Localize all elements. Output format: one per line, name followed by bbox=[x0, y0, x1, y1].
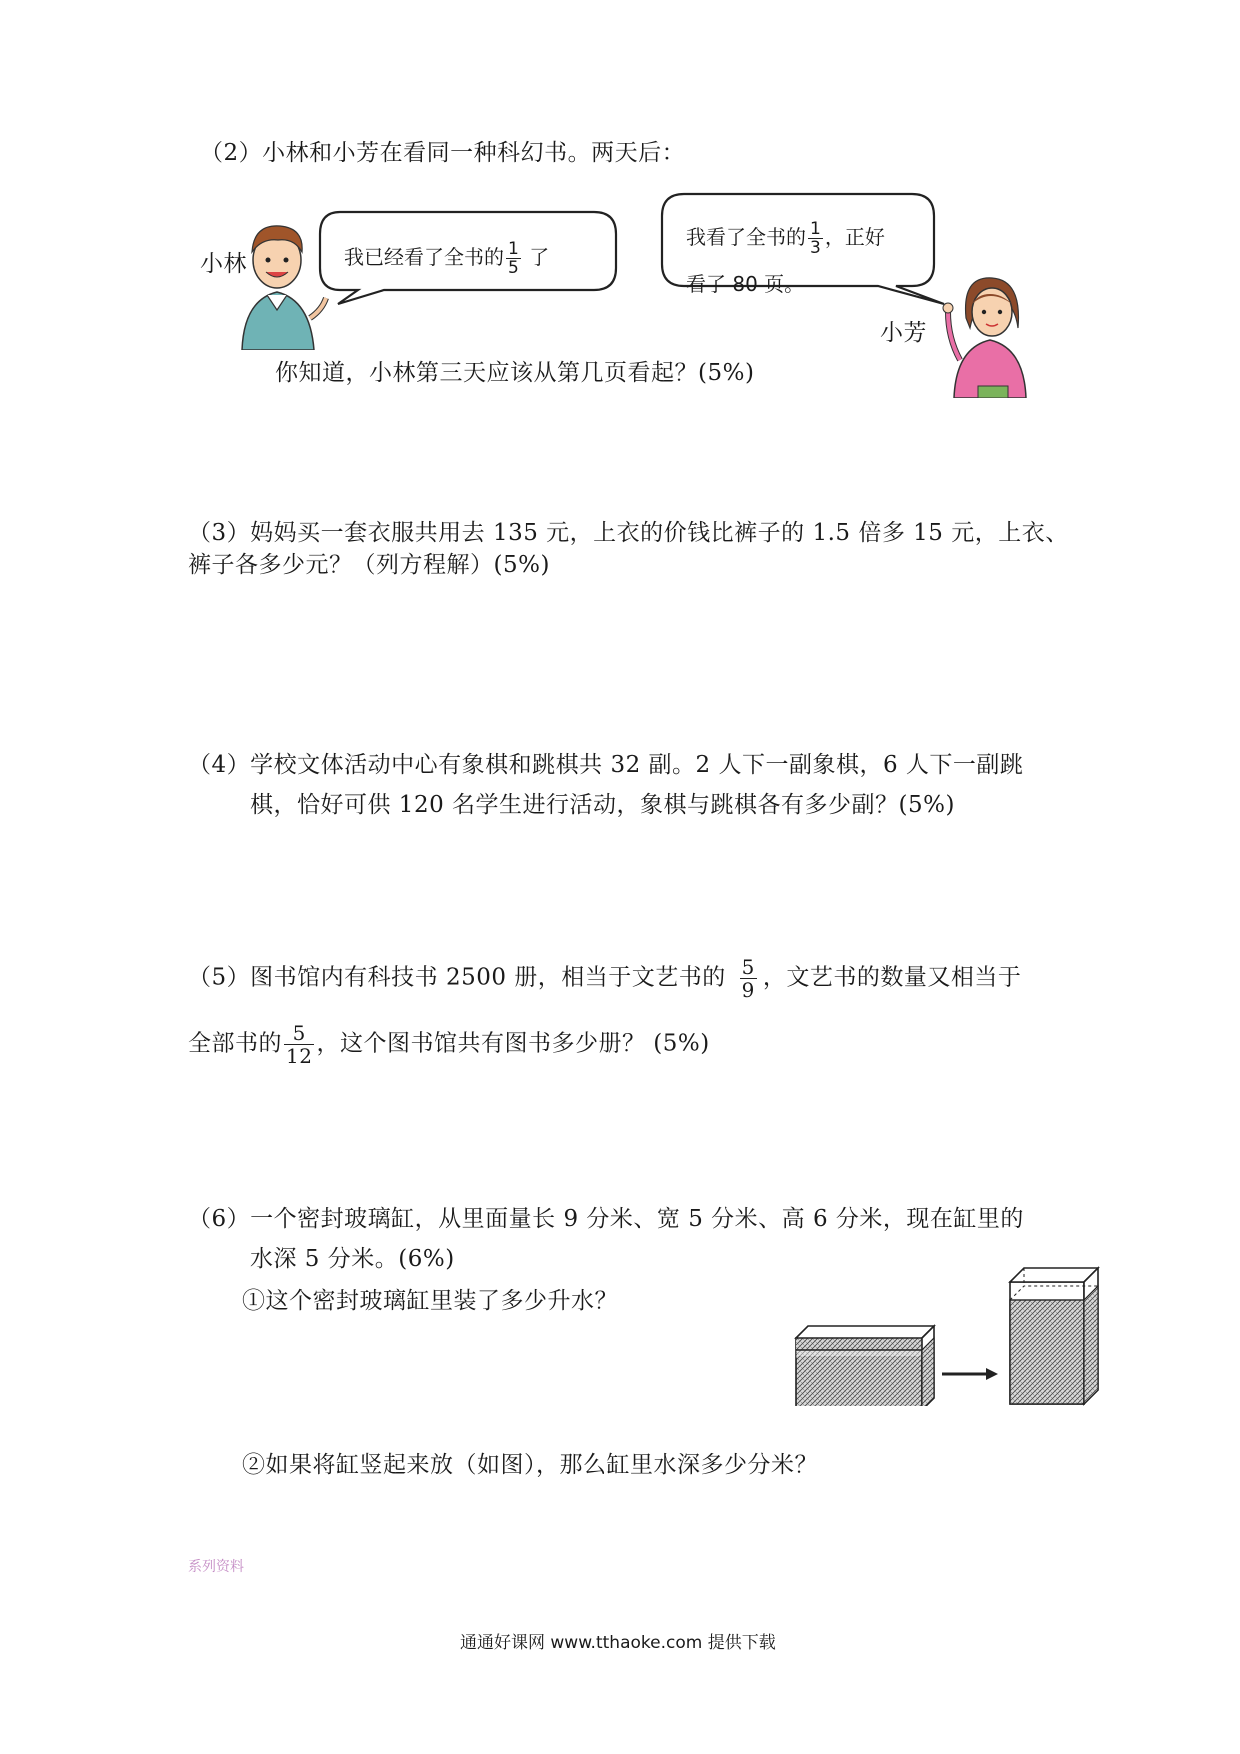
q3-line2: 裤子各多少元？（列方程解）(5%) bbox=[188, 552, 550, 578]
q5-line2-after: ，这个图书馆共有图书多少册？ (5%) bbox=[316, 1030, 710, 1057]
xiaofang-bubble-text-after: ，正好 bbox=[824, 225, 885, 249]
q3-line1: （3）妈妈买一套衣服共用去 135 元，上衣的价钱比裤子的 1.5 倍多 15 元，上衣、 bbox=[188, 520, 1069, 546]
footer-series-label: 系列资料 bbox=[188, 1559, 244, 1575]
xiaolin-bubble-text-after: 了 bbox=[529, 245, 550, 269]
q4-line2: 棋，恰好可供 120 名学生进行活动，象棋与跳棋各有多少副？(5%) bbox=[250, 792, 955, 818]
xiaolin-bubble-text-before: 我已经看了全书的 bbox=[344, 245, 504, 269]
q5-line2 bbox=[188, 1022, 710, 1067]
xiaofang-fraction bbox=[808, 220, 823, 257]
q5-fraction-2-numerator: 5 bbox=[284, 1022, 314, 1045]
vertical-tank bbox=[1010, 1268, 1098, 1404]
q5-fraction-1-numerator: 5 bbox=[741, 955, 755, 979]
girl-illustration bbox=[940, 268, 1040, 398]
q5-fraction-1 bbox=[740, 956, 757, 1001]
xiaofang-bubble-line2: 看了 80 页。 bbox=[686, 272, 805, 296]
xiaolin-name: 小林 bbox=[200, 251, 247, 277]
q5-line1-before: （5）图书馆内有科技书 2500 册，相当于文艺书的 bbox=[188, 964, 726, 991]
horizontal-tank bbox=[796, 1326, 934, 1406]
xiaolin-bubble-text bbox=[344, 240, 549, 277]
xiaolin-fraction-denominator: 5 bbox=[508, 258, 519, 278]
q6-sub2: ②如果将缸竖起来放（如图），那么缸里水深多少分米？ bbox=[242, 1452, 818, 1478]
q2-intro: （2）小林和小芳在看同一种科幻书。两天后： bbox=[200, 140, 686, 166]
q6-sub1: ①这个密封玻璃缸里装了多少升水？ bbox=[242, 1288, 618, 1314]
xiaofang-fraction-numerator: 1 bbox=[810, 219, 821, 239]
q5-fraction-1-denominator: 9 bbox=[741, 978, 755, 1002]
q5-fraction-2-denominator: 12 bbox=[286, 1044, 313, 1068]
xiaofang-bubble-line1 bbox=[686, 220, 885, 257]
tank-diagram bbox=[790, 1256, 1122, 1406]
q4-line1: （4）学校文体活动中心有象棋和跳棋共 32 副。2 人下一副象棋，6 人下一副跳 bbox=[188, 752, 1024, 778]
q2-question: 你知道，小林第三天应该从第几页看起？(5%) bbox=[275, 360, 755, 386]
xiaofang-bubble-text-before: 我看了全书的 bbox=[686, 225, 806, 249]
q6-line2: 水深 5 分米。(6%) bbox=[250, 1246, 455, 1272]
q5-line1-after: ，文艺书的数量又相当于 bbox=[762, 964, 1022, 991]
xiaofang-fraction-denominator: 3 bbox=[810, 238, 821, 258]
xiaofang-name: 小芳 bbox=[880, 320, 927, 346]
q5-line2-before: 全部书的 bbox=[188, 1030, 282, 1057]
arrow bbox=[942, 1368, 998, 1380]
q5-line1 bbox=[188, 956, 1021, 1001]
q6-line1: （6）一个密封玻璃缸，从里面量长 9 分米、宽 5 分米、高 6 分米，现在缸里的 bbox=[188, 1206, 1024, 1232]
q5-fraction-2 bbox=[284, 1022, 314, 1067]
footer-download-notice: 通通好课网 www.tthaoke.com 提供下载 bbox=[460, 1633, 776, 1653]
xiaolin-fraction-numerator: 1 bbox=[508, 239, 519, 259]
xiaolin-fraction bbox=[506, 240, 521, 277]
